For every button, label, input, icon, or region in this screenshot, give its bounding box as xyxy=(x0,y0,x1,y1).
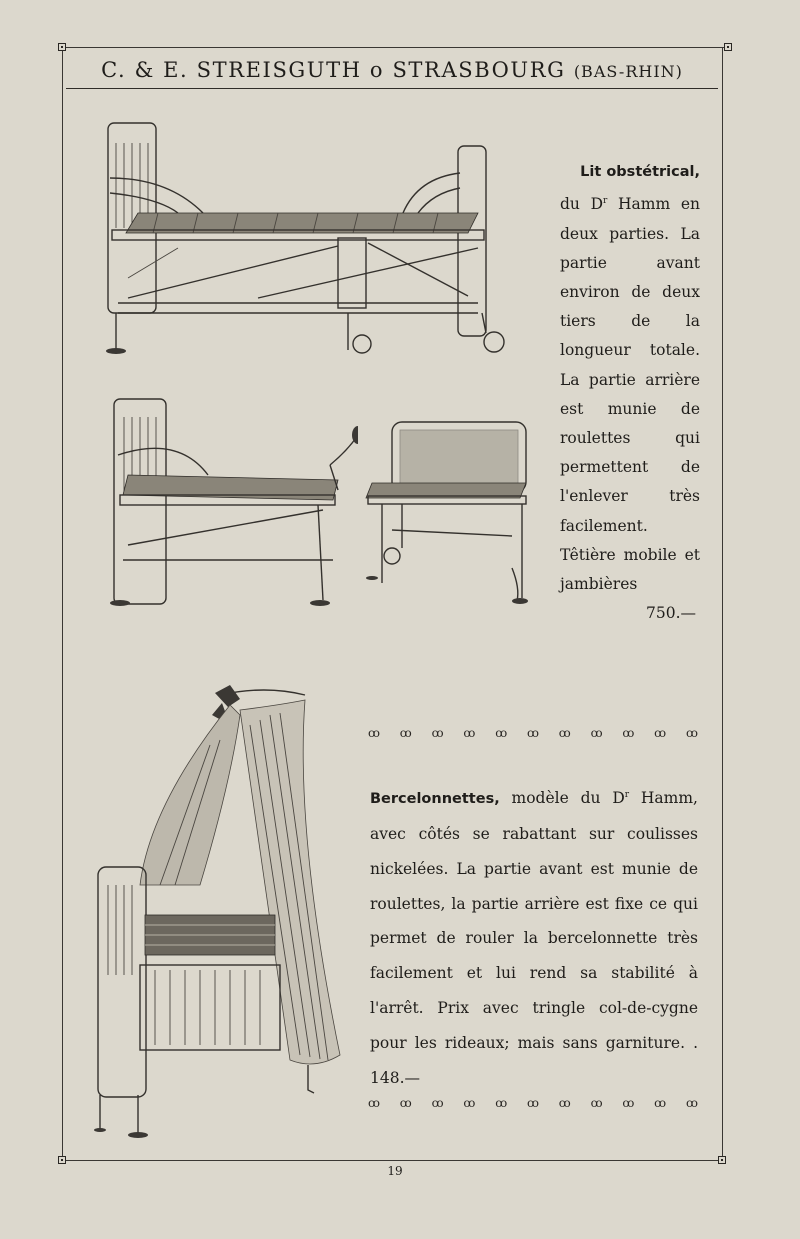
ornament-glyph: ꝏ xyxy=(495,1096,508,1110)
frame-corner-bottom-left xyxy=(58,1156,66,1164)
obstetric-bed-du: du xyxy=(560,195,580,214)
ornament-glyph: ꝏ xyxy=(526,1096,539,1110)
frame-bottom-line xyxy=(62,1160,722,1161)
frame-left-line xyxy=(62,47,63,1160)
cradle-name: Hamm, xyxy=(640,789,698,808)
page-number: 19 xyxy=(387,1164,403,1178)
header-region: (BAS-RHIN) xyxy=(573,62,683,81)
obstetric-bed-title: Lit obstétrical, xyxy=(580,164,700,180)
ornament-divider-top xyxy=(368,725,698,741)
ornament-glyph: ꝏ xyxy=(685,726,698,740)
cradle-title: Bercelonnettes, xyxy=(370,791,500,808)
obstetric-bed-body: deux parties. La partie avant environ de deux tiers de la longueur totale. La partie arrière est munie de roulettes qui permettent de l'enlever très facilement. Têtière mobile et jambières xyxy=(560,224,700,593)
frame-corner-bottom-right xyxy=(718,1156,726,1164)
ornament-divider-bottom xyxy=(368,1095,698,1111)
ornament-glyph: ꝏ xyxy=(463,726,476,740)
obstetric-bed-dr-sup: r xyxy=(603,196,608,207)
ornament-glyph: ꝏ xyxy=(622,726,635,740)
obstetric-bed-price: 750.— xyxy=(645,604,696,623)
ornament-glyph: ꝏ xyxy=(463,1096,476,1110)
ornament-glyph: ꝏ xyxy=(558,726,571,740)
obstetric-bed-front-section-illustration xyxy=(108,395,358,610)
obstetric-bed-hamm: Hamm en xyxy=(618,195,700,214)
page-header xyxy=(66,58,718,89)
cradle-dr: D xyxy=(612,789,625,808)
header-city: STRASBOURG xyxy=(392,58,566,82)
ornament-glyph: ꝏ xyxy=(654,726,667,740)
frame-corner-top-right xyxy=(724,43,732,51)
obstetric-bed-description xyxy=(560,157,700,628)
frame-top-line xyxy=(62,47,728,48)
ornament-glyph: ꝏ xyxy=(526,726,539,740)
ornament-glyph: ꝏ xyxy=(431,1096,444,1110)
ornament-glyph: ꝏ xyxy=(368,1096,380,1110)
ornament-glyph: ꝏ xyxy=(399,1096,412,1110)
cradle-body: avec côtés se rabattant sur coulisses nickelées. La partie avant est munie de roulettes, la partie arrière est fixe ce qui permet de rouler la bercelonnette très facilement et lui rend sa stabilité à l'arrêt. Prix avec tringle col-de-cygne pour les rideaux; mais sans garniture xyxy=(370,824,698,1052)
frame-right-line xyxy=(722,47,723,1160)
obstetric-bed-rear-section-illustration xyxy=(362,418,542,608)
obstetric-bed-dr: D xyxy=(590,195,604,214)
obstetric-bed-illustration xyxy=(98,118,538,363)
cradle-intro: modèle du xyxy=(511,789,601,808)
header-company: C. & E. STREISGUTH xyxy=(101,58,362,82)
header-separator: o xyxy=(369,58,385,82)
ornament-glyph: ꝏ xyxy=(590,726,603,740)
ornament-glyph: ꝏ xyxy=(399,726,412,740)
ornament-glyph: ꝏ xyxy=(558,1096,571,1110)
ornament-glyph: ꝏ xyxy=(368,726,380,740)
ornament-glyph: ꝏ xyxy=(590,1096,603,1110)
cradle-description xyxy=(370,778,698,1095)
ornament-glyph: ꝏ xyxy=(654,1096,667,1110)
ornament-glyph: ꝏ xyxy=(622,1096,635,1110)
cradle-illustration xyxy=(90,685,360,1145)
ornament-glyph: ꝏ xyxy=(431,726,444,740)
cradle-dr-sup: r xyxy=(624,790,630,800)
cradle-price: . . 148.— xyxy=(370,1033,698,1087)
ornament-glyph: ꝏ xyxy=(685,1096,698,1110)
frame-corner-top-left xyxy=(58,43,66,51)
ornament-glyph: ꝏ xyxy=(495,726,508,740)
